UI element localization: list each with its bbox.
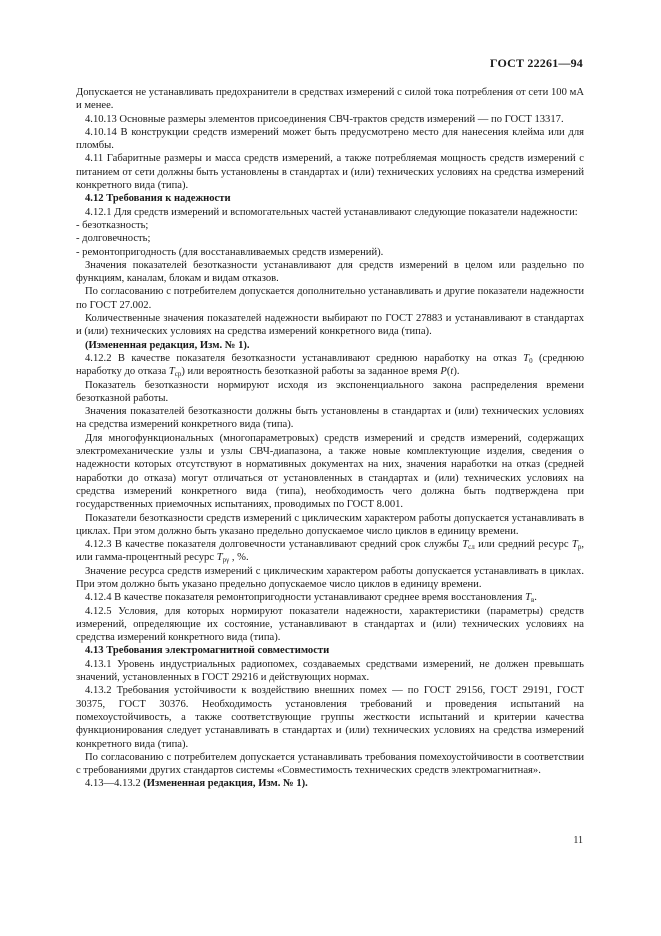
paragraph: Показатель безотказности нормируют исходя из экспоненциального закона распределения времени безотказной работы.: [76, 379, 584, 404]
page-number: 11: [573, 835, 583, 846]
clause-4-12-5: 4.12.5 Условия, для которых нормируют показатели надежности, характеристики (параметры) средств измерений, определяющие их состояние, устанавливают в стандартах и (или) технических условиях на средства измерений конкретного вида (типа).: [76, 605, 584, 644]
paragraph-fuse-note: Допускается не устанавливать предохранители в средствах измерений с силой тока потребления от сети 100 мА и менее.: [76, 87, 584, 112]
clause-4-10-14: 4.10.14 В конструкции средств измерений может быть предусмотрено место для нанесения клейма или для пломбы.: [76, 126, 584, 152]
clause-4-12-3: 4.12.3 В качестве показателя долговечности устанавливают средний срок службы $T_{сл}$ или средний ресурс $T_р$, или гамма-процентный ресурс $T_{р\gamma}$ , %.: [76, 539, 584, 565]
paragraph: Показатели безотказности средств измерений с циклическим характером работы допускается устанавливать в циклах. При этом должно быть указано предельно допускаемое число циклов в единицу времени.: [76, 512, 584, 537]
clause-4-12-4: 4.12.4 В качестве показателя ремонтопригодности устанавливают среднее время восстановления $T_в$.: [85, 592, 537, 605]
paragraph: По согласованию с потребителем допускается дополнительно устанавливать и другие показатели надежности по ГОСТ 27.002.: [76, 286, 584, 311]
section-heading-emc: 4.13 Требования электромагнитной совместимости: [85, 645, 330, 657]
clause-4-13-1: 4.13.1 Уровень индустриальных радиопомех, создаваемых средствами измерений, не должен превышать значений, установленных в ГОСТ 29216 и действующих нормах.: [76, 658, 584, 684]
clause-4-11: 4.11 Габаритные размеры и масса средств измерений, а также потребляемая мощность средств измерений с питанием от сети должны быть установлены в стандартах и (или) технических условиях на средства измерений конкретного вида (типа).: [76, 153, 584, 192]
paragraph: Значения показателей безотказности устанавливают для средств измерений в целом или раздельно по функциям, каналам, блокам и видам отказов.: [76, 259, 584, 285]
amendment-note: (Измененная редакция, Изм. № 1).: [85, 339, 250, 351]
clause-4-12-1: 4.12.1 Для средств измерений и вспомогательных частей устанавливают следующие показатели надежности:: [85, 206, 578, 218]
amendment-note: 4.13—4.13.2 (Измененная редакция, Изм. № 1).: [85, 778, 308, 790]
list-item: - безотказность;: [76, 219, 149, 231]
document-body: [76, 86, 584, 791]
paragraph: Количественные значения показателей надежности выбирают по ГОСТ 27883 и устанавливают в стандартах и (или) технических условиях на средства измерений конкретного вида (типа).: [76, 313, 584, 338]
section-heading-reliability: 4.12 Требования к надежности: [85, 193, 231, 205]
clause-4-10-13: 4.10.13 Основные размеры элементов присоединения СВЧ-трактов средств измерений — по ГОСТ 13317.: [85, 113, 564, 125]
paragraph: Значения показателей безотказности должны быть установлены в стандартах и (или) технических условиях на средства измерений конкретного вида (типа).: [76, 406, 584, 431]
paragraph: Значение ресурса средств измерений с циклическим характером работы допускается устанавливать в циклах. При этом должно быть указано предельно допускаемое число циклов в единицу времени.: [76, 565, 584, 590]
list-item: - долговечность;: [76, 233, 151, 245]
clause-4-13-2: 4.13.2 Требования устойчивости к воздействию внешних помех — по ГОСТ 29156, ГОСТ 29191, ГОСТ 30375, ГОСТ 30376. Необходимость установления требований и проведения испытаний на помехоустойчивость, а также соответствующие группы жесткости испытаний и критерии качества функционирования следует устанавливать в стандартах и (или) технических условиях на средства измерений конкретного вида (типа).: [76, 685, 584, 750]
clause-4-12-2: 4.12.2 В качестве показателя безотказности устанавливают среднюю наработку на отказ $T_0$ (среднюю наработку до отказа $T_{ср}$) или вероятность безотказной работы за заданное время P(t).: [76, 352, 584, 379]
list-item: - ремонтопригодность (для восстанавливаемых средств измерений).: [76, 246, 384, 258]
standard-code-header: ГОСТ 22261—94: [489, 56, 583, 70]
paragraph: Для многофункциональных (многопараметровых) средств измерений и средств измерений, содержащих электромеханические узлы и узлы СВЧ-диапазона, а также новые комплектующие изделия, сведения о надежности которых отсутствуют в нормативных документах на них, значения наработки на отказ (средней наработки до отказа) могут отличаться от установленных в стандартах и (или) технических условиях на средства измерений конкретного вида (типа), необходимость чего должна быть подтверждена при государственных приемочных испытаниях, проводимых по ГОСТ 8.001.: [76, 432, 584, 511]
paragraph: По согласованию с потребителем допускается устанавливать требования помехоустойчивости в соответствии с требованиями других стандартов системы «Совместимость технических средств электромагнитная».: [76, 751, 584, 777]
